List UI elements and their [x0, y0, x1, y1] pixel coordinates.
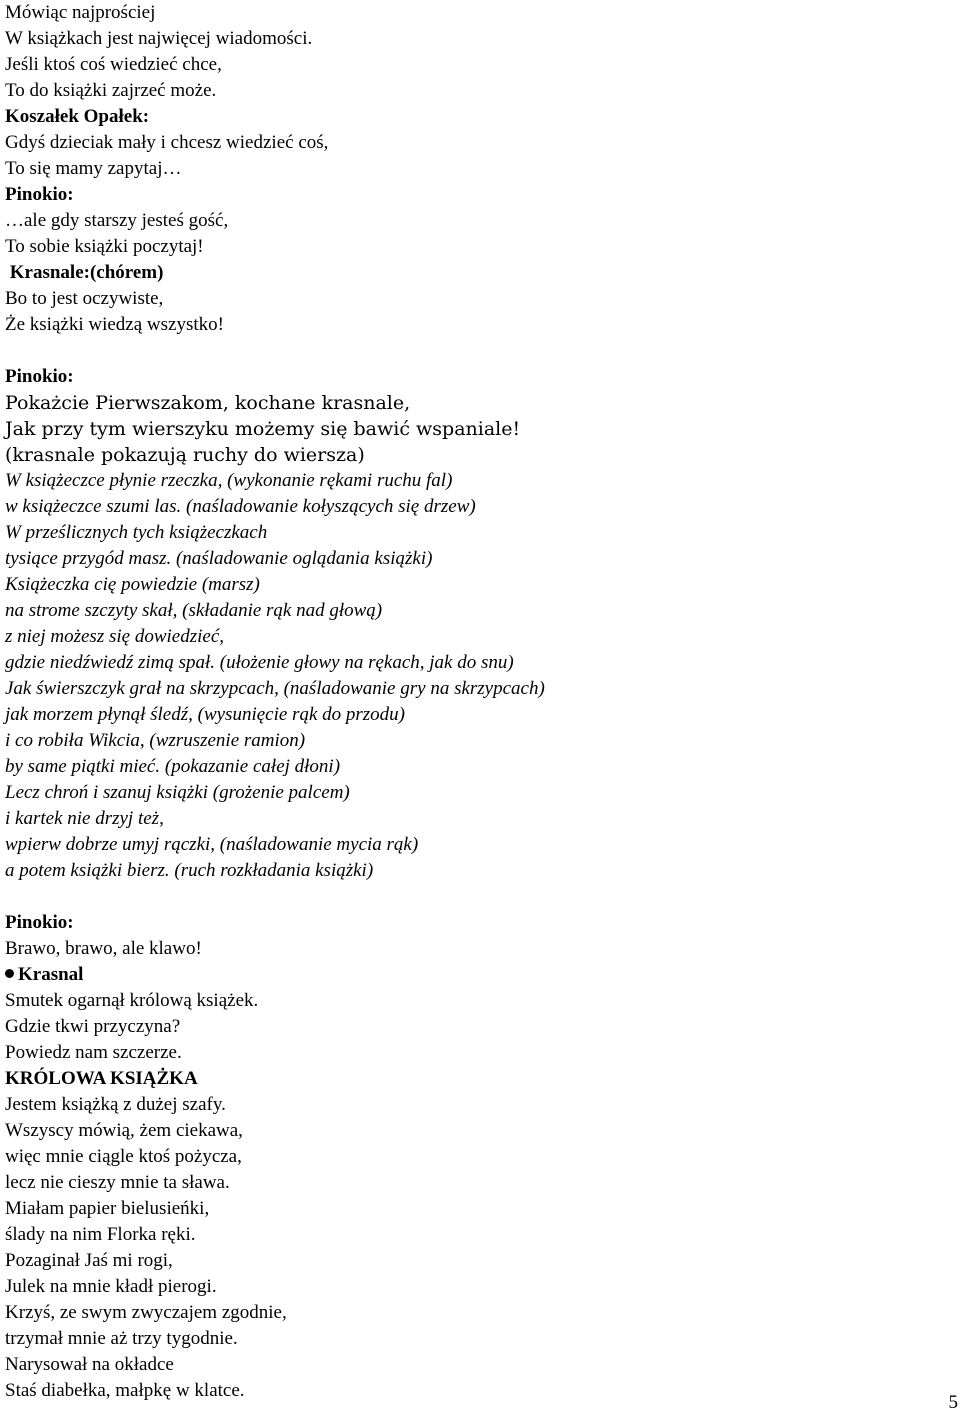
poem-line: Jak świerszczyk grał na skrzypcach, (naśladowanie gry na skrzypcach): [5, 678, 545, 699]
text-line: więc mnie ciągle ktoś pożycza,: [5, 1146, 242, 1167]
text-line: To się mamy zapytaj…: [5, 158, 182, 179]
poem-line: jak morzem płynął śledź, (wysunięcie rąk do przodu): [5, 704, 405, 725]
text-line: W książkach jest najwięcej wiadomości.: [5, 28, 313, 49]
text-line: Że książki wiedzą wszystko!: [5, 314, 224, 335]
text-line: trzymał mnie aż trzy tygodnie.: [5, 1328, 238, 1349]
poem-line: a potem książki bierz. (ruch rozkładania książki): [5, 860, 374, 881]
page-number: 5: [948, 1392, 958, 1413]
text-line: Smutek ogarnął królową książek.: [5, 990, 259, 1011]
text-line: To sobie książki poczytaj!: [5, 236, 204, 257]
blank-line: [5, 338, 945, 364]
speaker-pinokio: Pinokio:: [5, 184, 74, 205]
text-line: Mówiąc najprościej: [5, 2, 156, 23]
poem-line: W książeczce płynie rzeczka, (wykonanie rękami ruchu fal): [5, 470, 453, 491]
text-line: Bo to jest oczywiste,: [5, 288, 164, 309]
poem-line: Książeczka cię powiedzie (marsz): [5, 574, 260, 595]
text-line: lecz nie cieszy mnie ta sława.: [5, 1172, 230, 1193]
bullet-icon: [5, 969, 14, 978]
text-line: Powiedz nam szczerze.: [5, 1042, 182, 1063]
poem-line: z niej możesz się dowiedzieć,: [5, 626, 225, 647]
speaker-koszalek: Koszałek Opałek:: [5, 106, 150, 127]
poem-line: na strome szczyty skał, (składanie rąk nad głową): [5, 600, 383, 621]
text-line: Gdzie tkwi przyczyna?: [5, 1016, 181, 1037]
text-line: Jak przy tym wierszyku możemy się bawić wspaniale!: [5, 418, 521, 440]
text-line: Pokażcie Pierwszakom, kochane krasnale,: [5, 392, 411, 414]
poem-line: i co robiła Wikcia, (wzruszenie ramion): [5, 730, 306, 751]
document-page: [5, 0, 945, 1404]
text-line: Narysował na okładce: [5, 1354, 174, 1375]
poem-line: tysiące przygód masz. (naśladowanie oglądania książki): [5, 548, 433, 569]
speaker-krasnale: Krasnale:(chórem): [5, 262, 164, 283]
text-line: To do książki zajrzeć może.: [5, 80, 217, 101]
blank-line: [5, 884, 945, 910]
text-line: Jestem książką z dużej szafy.: [5, 1094, 226, 1115]
text-line: Staś diabełka, małpkę w klatce.: [5, 1380, 245, 1401]
poem-line: gdzie niedźwiedź zimą spał. (ułożenie głowy na rękach, jak do snu): [5, 652, 514, 673]
text-line: Krzyś, ze swym zwyczajem zgodnie,: [5, 1302, 287, 1323]
text-line: Miałam papier bielusieńki,: [5, 1198, 210, 1219]
speaker-pinokio: Pinokio:: [5, 912, 74, 933]
poem-line: w książeczce szumi las. (naśladowanie kołyszących się drzew): [5, 496, 476, 517]
text-line: Brawo, brawo, ale klawo!: [5, 938, 202, 959]
poem-line: W prześlicznych tych książeczkach: [5, 522, 268, 543]
speaker-krasnal: [5, 962, 945, 988]
text-line: Wszyscy mówią, żem ciekawa,: [5, 1120, 243, 1141]
text-line: Jeśli ktoś coś wiedzieć chce,: [5, 54, 222, 75]
poem-line: i kartek nie drzyj też,: [5, 808, 164, 829]
text-line: ślady na nim Florka ręki.: [5, 1224, 196, 1245]
stage-direction: (krasnale pokazują ruchy do wiersza): [5, 444, 365, 466]
text-line: Gdyś dzieciak mały i chcesz wiedzieć coś,: [5, 132, 329, 153]
text-line: Pozaginał Jaś mi rogi,: [5, 1250, 173, 1271]
text-line: Julek na mnie kładł pierogi.: [5, 1276, 217, 1297]
poem-line: Lecz chroń i szanuj książki (grożenie palcem): [5, 782, 350, 803]
speaker-krolowa: KRÓLOWA KSIĄŻKA: [5, 1068, 198, 1089]
poem-line: wpierw dobrze umyj rączki, (naśladowanie mycia rąk): [5, 834, 419, 855]
text-line: …ale gdy starszy jesteś gość,: [5, 210, 229, 231]
speaker-pinokio: Pinokio:: [5, 366, 74, 387]
poem-line: by same piątki mieć. (pokazanie całej dłoni): [5, 756, 341, 777]
speaker-krasnal-label: Krasnal: [18, 964, 84, 985]
